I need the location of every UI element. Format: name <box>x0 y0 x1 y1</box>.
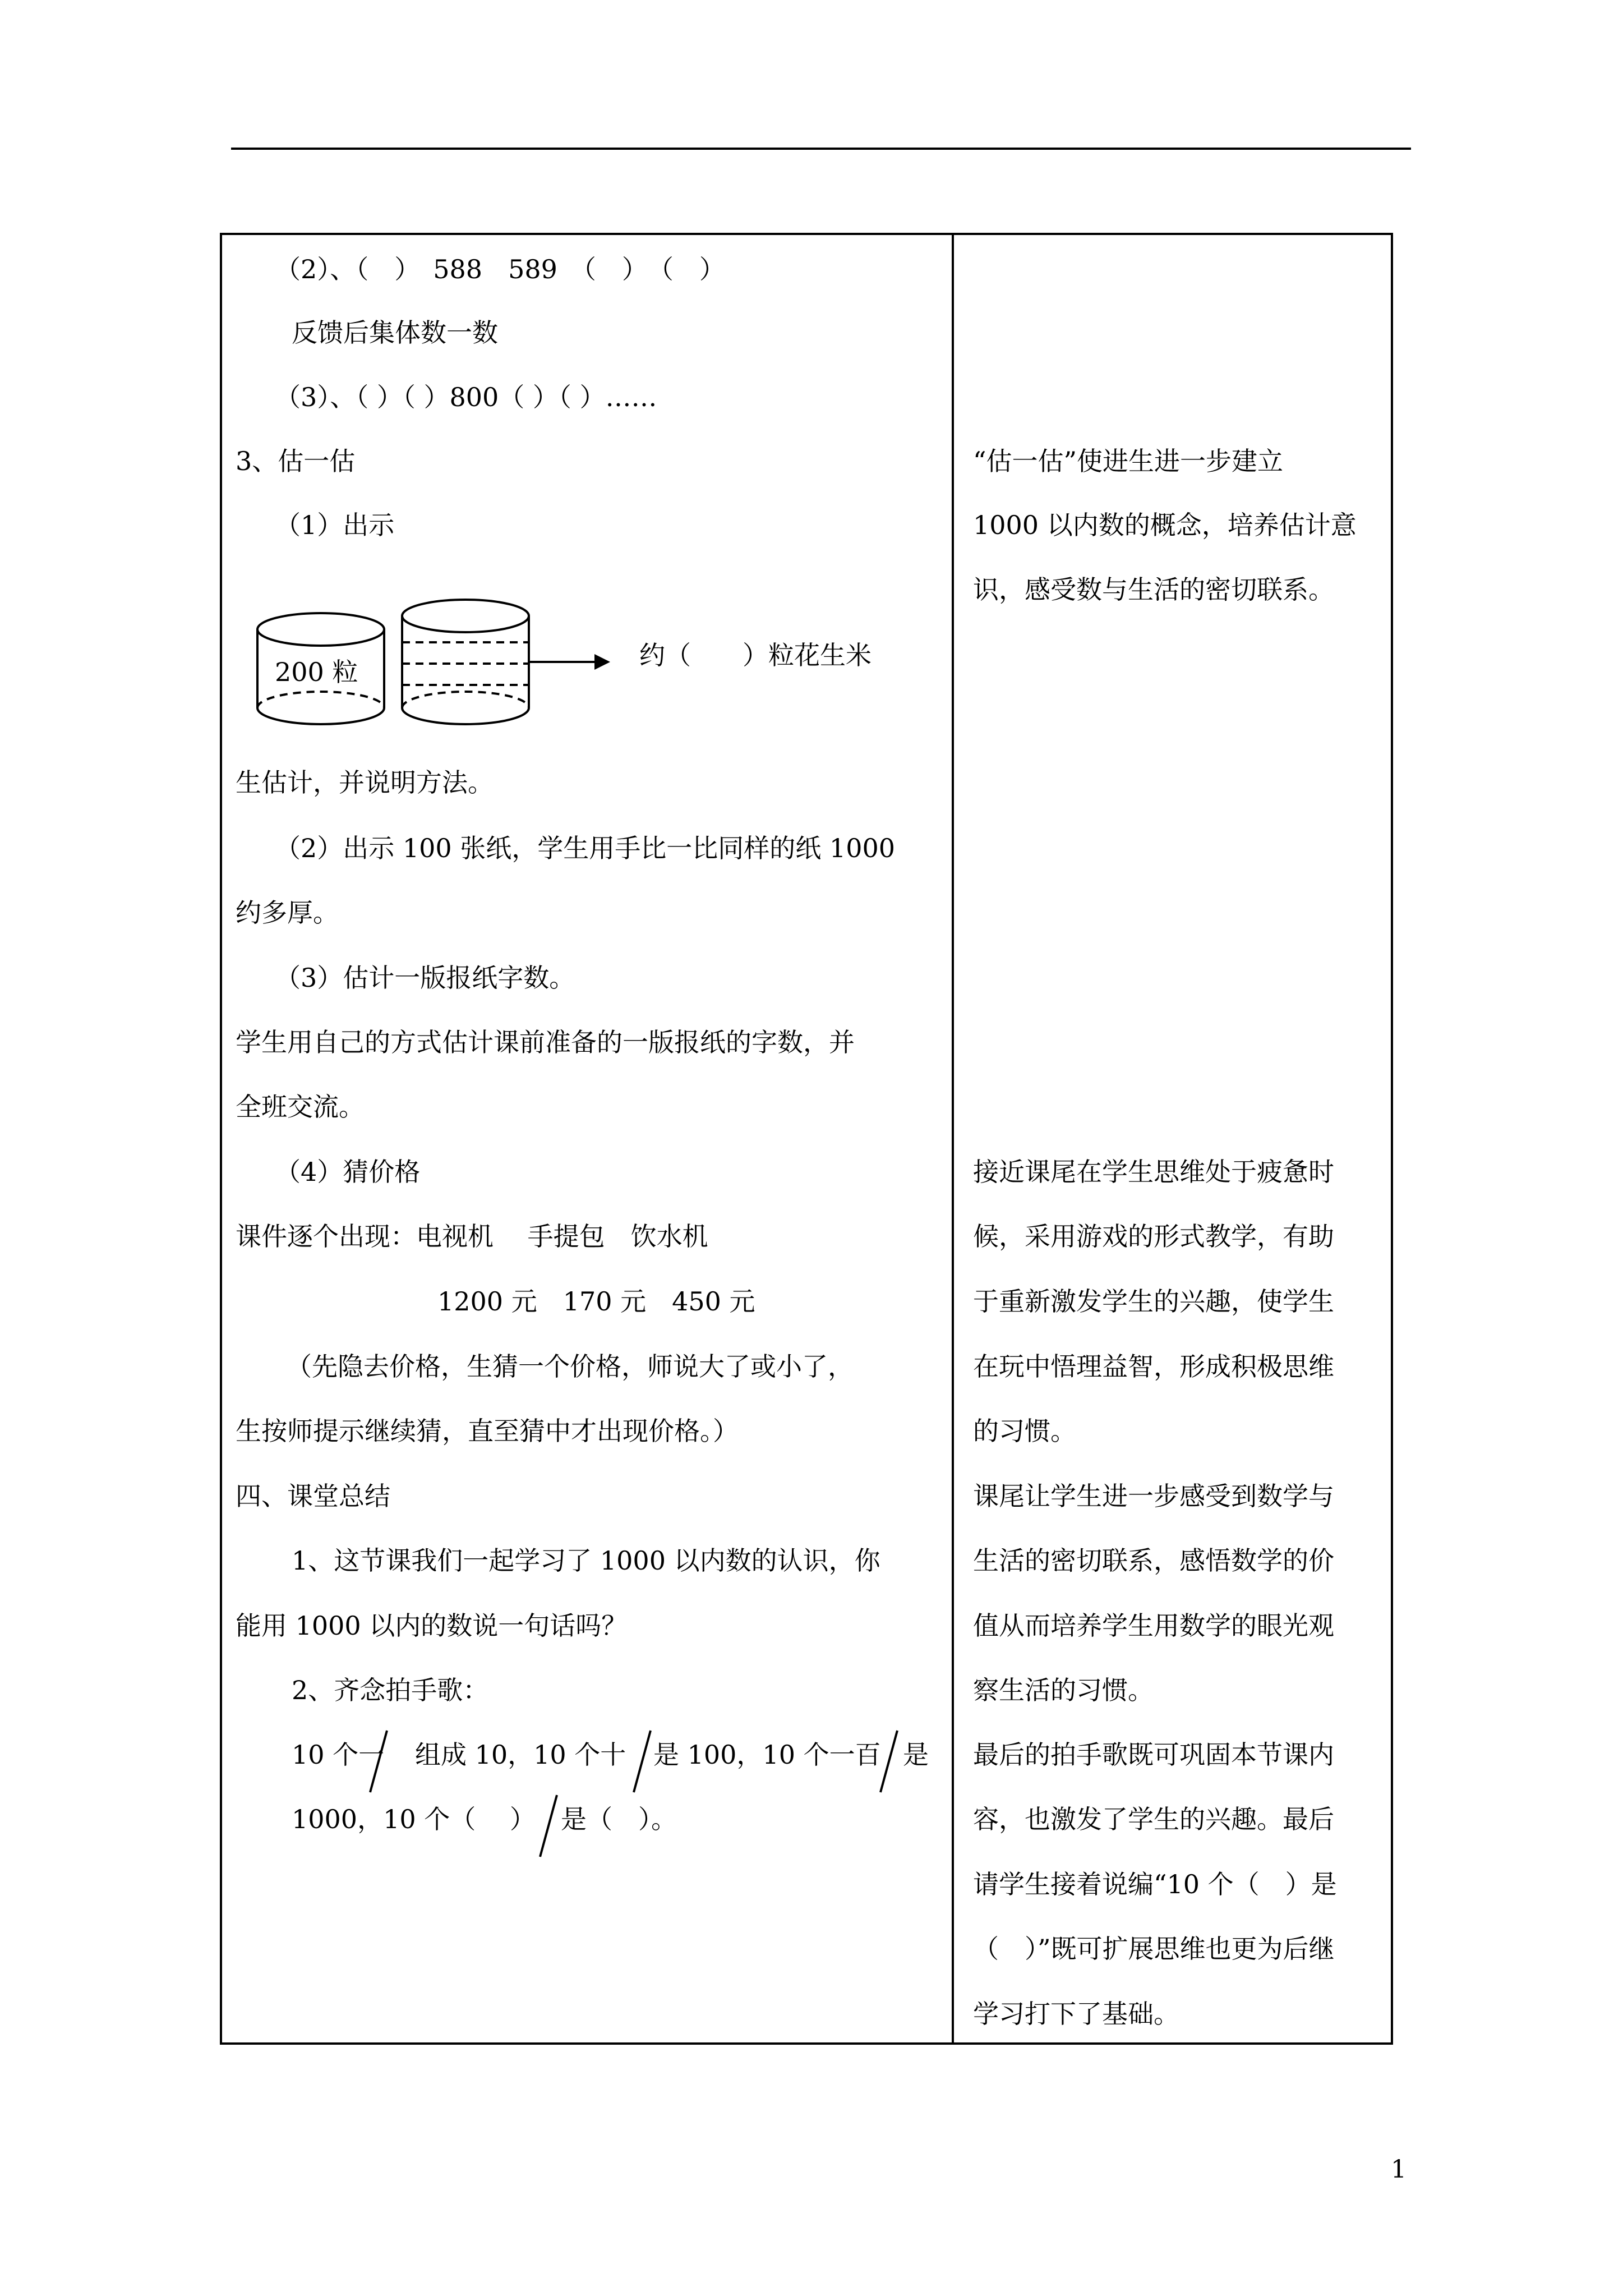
sequence-3: （3）、（ ）（ ）800（ ）（ ）…… <box>275 382 657 412</box>
note2-line-2: 候，采用游戏的形式教学，有助 <box>973 1221 1334 1251</box>
note3-line-4: 察生活的习惯。 <box>973 1675 1154 1705</box>
note4-line-5: 学习打下了基础。 <box>973 1999 1179 2029</box>
jar-label: 200 粒 <box>275 657 358 687</box>
price-heading: （4）猜价格 <box>275 1157 421 1187</box>
newspaper-line-1: 学生用自己的方式估计课前准备的一版报纸的字数，并 <box>236 1027 855 1057</box>
sequence-2: （2）、（ ） 588 589 （ ） （ ） <box>275 254 725 284</box>
song-part-a: 10 个一 <box>292 1740 385 1770</box>
note4-line-2: 容，也激发了学生的兴趣。最后 <box>973 1804 1334 1834</box>
summary-2: 2、齐念拍手歌： <box>292 1675 489 1705</box>
estimate-method: 生估计，并说明方法。 <box>236 767 494 798</box>
note4-line-4: （ ）”既可扩展思维也更为后继 <box>973 1934 1335 1964</box>
show-heading: （1）出示 <box>275 510 395 540</box>
price-items: 课件逐个出现：电视机 手提包 饮水机 <box>236 1221 708 1251</box>
note4-line-1: 最后的拍手歌既可巩固本节课内 <box>973 1740 1334 1770</box>
price-note-2: 生按师提示继续猜，直至猜中才出现价格。） <box>236 1416 739 1446</box>
summary-1-line-2: 能用 1000 以内的数说一句话吗？ <box>236 1611 628 1641</box>
summary-1-line-1: 1、这节课我们一起学习了 1000 以内数的认识，你 <box>292 1545 880 1576</box>
note4-line-3: 请学生接着说编“10 个（ ）是 <box>973 1869 1337 1899</box>
arrow-head <box>594 654 610 670</box>
note2-line-5: 的习惯。 <box>973 1416 1076 1446</box>
page-number: 1 <box>1391 2155 1407 2184</box>
estimate-heading: 3、估一估 <box>236 446 356 476</box>
note2-line-1: 接近课尾在学生思维处于疲惫时 <box>973 1157 1334 1187</box>
song-part-b: 组成 10，10 个十 <box>415 1740 626 1770</box>
note3-line-1: 课尾让学生进一步感受到数学与 <box>973 1481 1334 1511</box>
summary-heading: 四、课堂总结 <box>236 1481 390 1511</box>
price-values: 1200 元 170 元 450 元 <box>437 1286 755 1317</box>
newspaper-heading: （3）估计一版报纸字数。 <box>275 963 575 993</box>
paper-line-1: （2）出示 100 张纸，学生用手比一比同样的纸 1000 <box>275 833 895 863</box>
note1-line-3: 识，感受数与生活的密切联系。 <box>973 574 1334 605</box>
feedback-line: 反馈后集体数一数 <box>292 318 498 348</box>
note2-line-3: 于重新激发学生的兴趣，使学生 <box>973 1286 1334 1317</box>
song-part-f: 是（ ）。 <box>561 1804 677 1834</box>
song-part-d: 是 <box>903 1740 929 1770</box>
song-part-e: 1000，10 个（ ） <box>292 1804 536 1834</box>
note1-line-1: “估一估”使进生进一步建立 <box>973 446 1284 476</box>
song-part-c: 是 100，10 个一百 <box>653 1740 881 1770</box>
newspaper-line-2: 全班交流。 <box>236 1092 365 1122</box>
price-note-1: （先隐去价格，生猜一个价格，师说大了或小了， <box>286 1351 854 1382</box>
paper-line-2: 约多厚。 <box>236 898 339 928</box>
note2-line-4: 在玩中悟理益智，形成积极思维 <box>973 1351 1334 1382</box>
note3-line-3: 值从而培养学生用数学的眼光观 <box>973 1611 1334 1641</box>
note3-line-2: 生活的密切联系，感悟数学的价 <box>973 1545 1334 1576</box>
note1-line-2: 1000 以内数的概念，培养估计意 <box>973 510 1357 540</box>
arrow-text: 约（ ）粒花生米 <box>639 640 872 670</box>
